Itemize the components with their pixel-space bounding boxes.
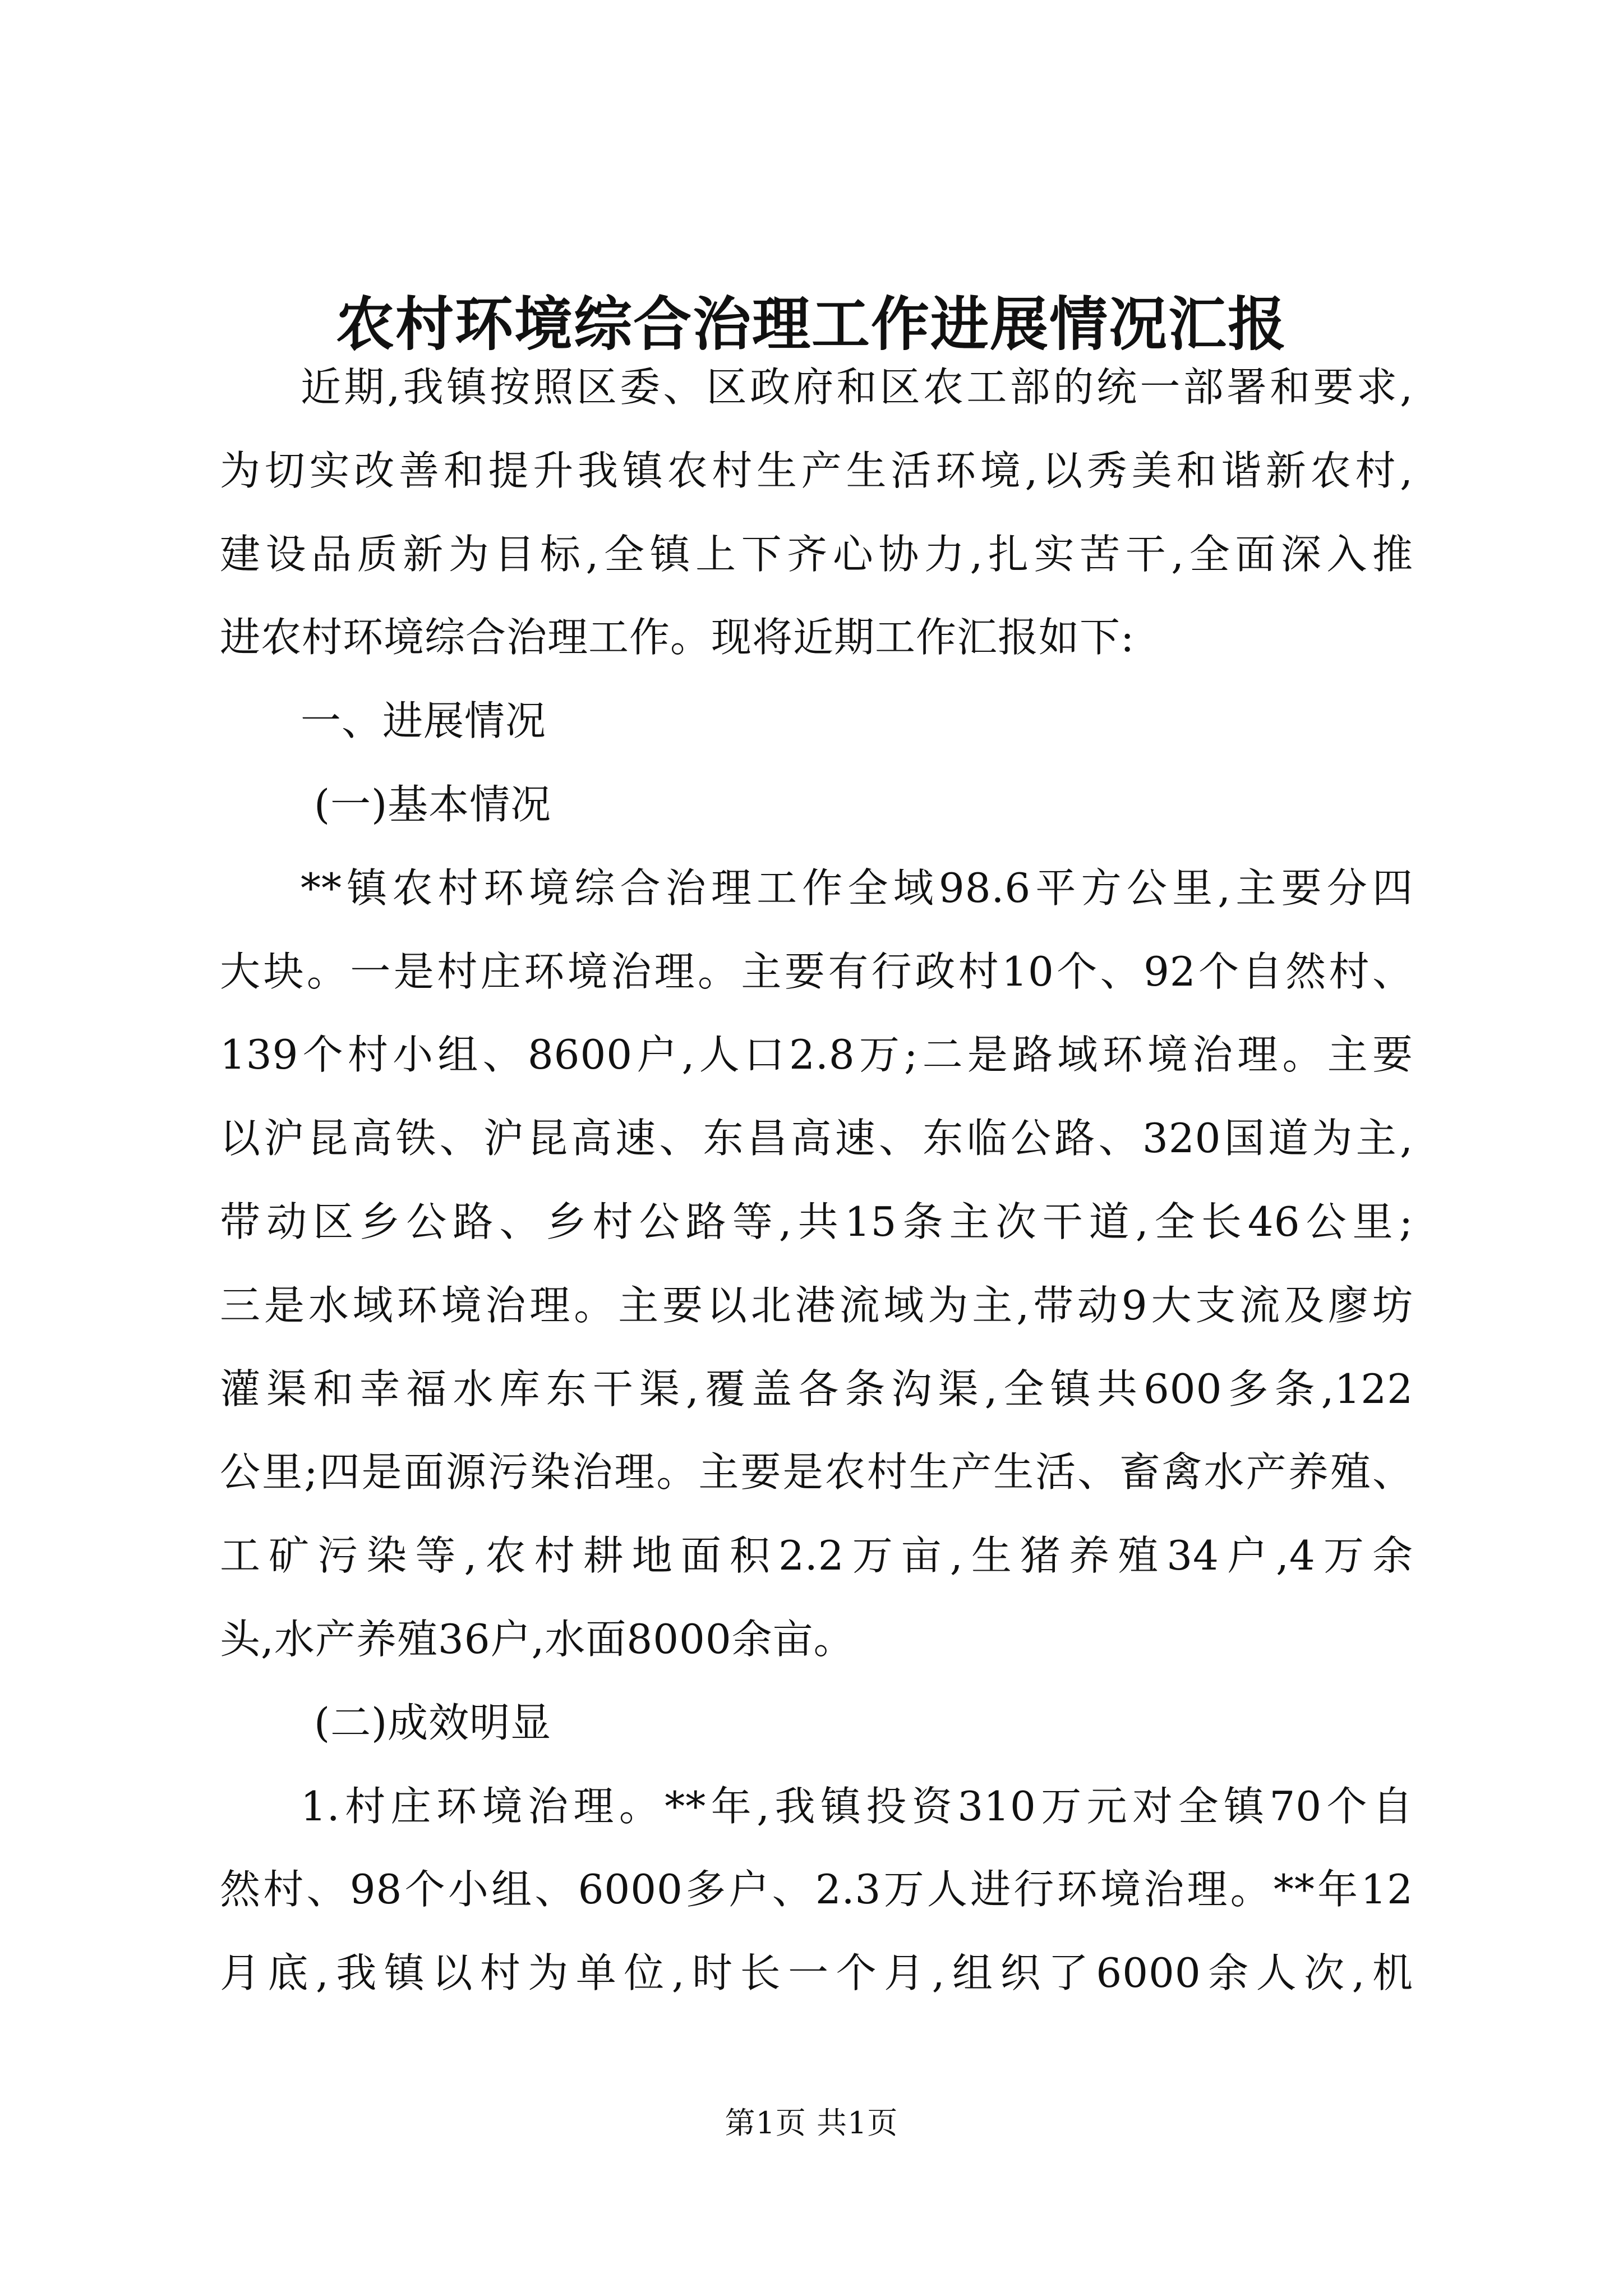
subsection-heading: (一)基本情况 [314, 780, 552, 828]
paragraph-line: 为切实改善和提升我镇农村生产生活环境,以秀美和谐新农村, [220, 447, 1413, 494]
document-title: 农村环境综合治理工作进展情况汇报 [335, 289, 1287, 358]
paragraph-line: 近期,我镇按照区委、区政府和区农工部的统一部署和要求, [301, 364, 1413, 411]
section-heading: 一、进展情况 [301, 697, 547, 745]
paragraph-line: **镇农村环境综合治理工作全域98.6平方公里,主要分四 [301, 864, 1413, 912]
paragraph-line: 头,水产养殖36户,水面8000余亩。 [220, 1615, 855, 1663]
paragraph-line: 139个村小组、8600户,人口2.8万;二是路域环境治理。主要 [220, 1031, 1413, 1079]
paragraph-line: 进农村环境综合治理工作。现将近期工作汇报如下: [220, 614, 1135, 661]
subsection-heading: (二)成效明显 [314, 1699, 552, 1746]
paragraph-line: 以沪昆高铁、沪昆高速、东昌高速、东临公路、320国道为主, [220, 1115, 1413, 1162]
paragraph-line: 带动区乡公路、乡村公路等,共15条主次干道,全长46公里; [220, 1198, 1413, 1245]
paragraph-line: 公里;四是面源污染治理。主要是农村生产生活、畜禽水产养殖、 [220, 1448, 1413, 1496]
paragraph-line: 建设品质新为目标,全镇上下齐心协力,扎实苦干,全面深入推 [220, 530, 1413, 578]
document-body [220, 346, 1413, 2015]
paragraph-line: 工矿污染等,农村耕地面积2.2万亩,生猪养殖34户,4万余 [220, 1532, 1413, 1580]
paragraph-line: 然村、98个小组、6000多户、2.3万人进行环境治理。**年12 [220, 1866, 1413, 1913]
page-footer: 第1页 共1页 [725, 2105, 898, 2141]
paragraph-line: 灌渠和幸福水库东干渠,覆盖各条沟渠,全镇共600多条,122 [220, 1365, 1413, 1412]
paragraph-line: 三是水域环境治理。主要以北港流域为主,带动9大支流及廖坊 [220, 1281, 1413, 1329]
paragraph-line: 月底,我镇以村为单位,时长一个月,组织了6000余人次,机 [220, 1949, 1413, 1997]
paragraph-line: 大块。一是村庄环境治理。主要有行政村10个、92个自然村、 [220, 947, 1413, 995]
paragraph-line: 1.村庄环境治理。**年,我镇投资310万元对全镇70个自 [301, 1782, 1413, 1830]
